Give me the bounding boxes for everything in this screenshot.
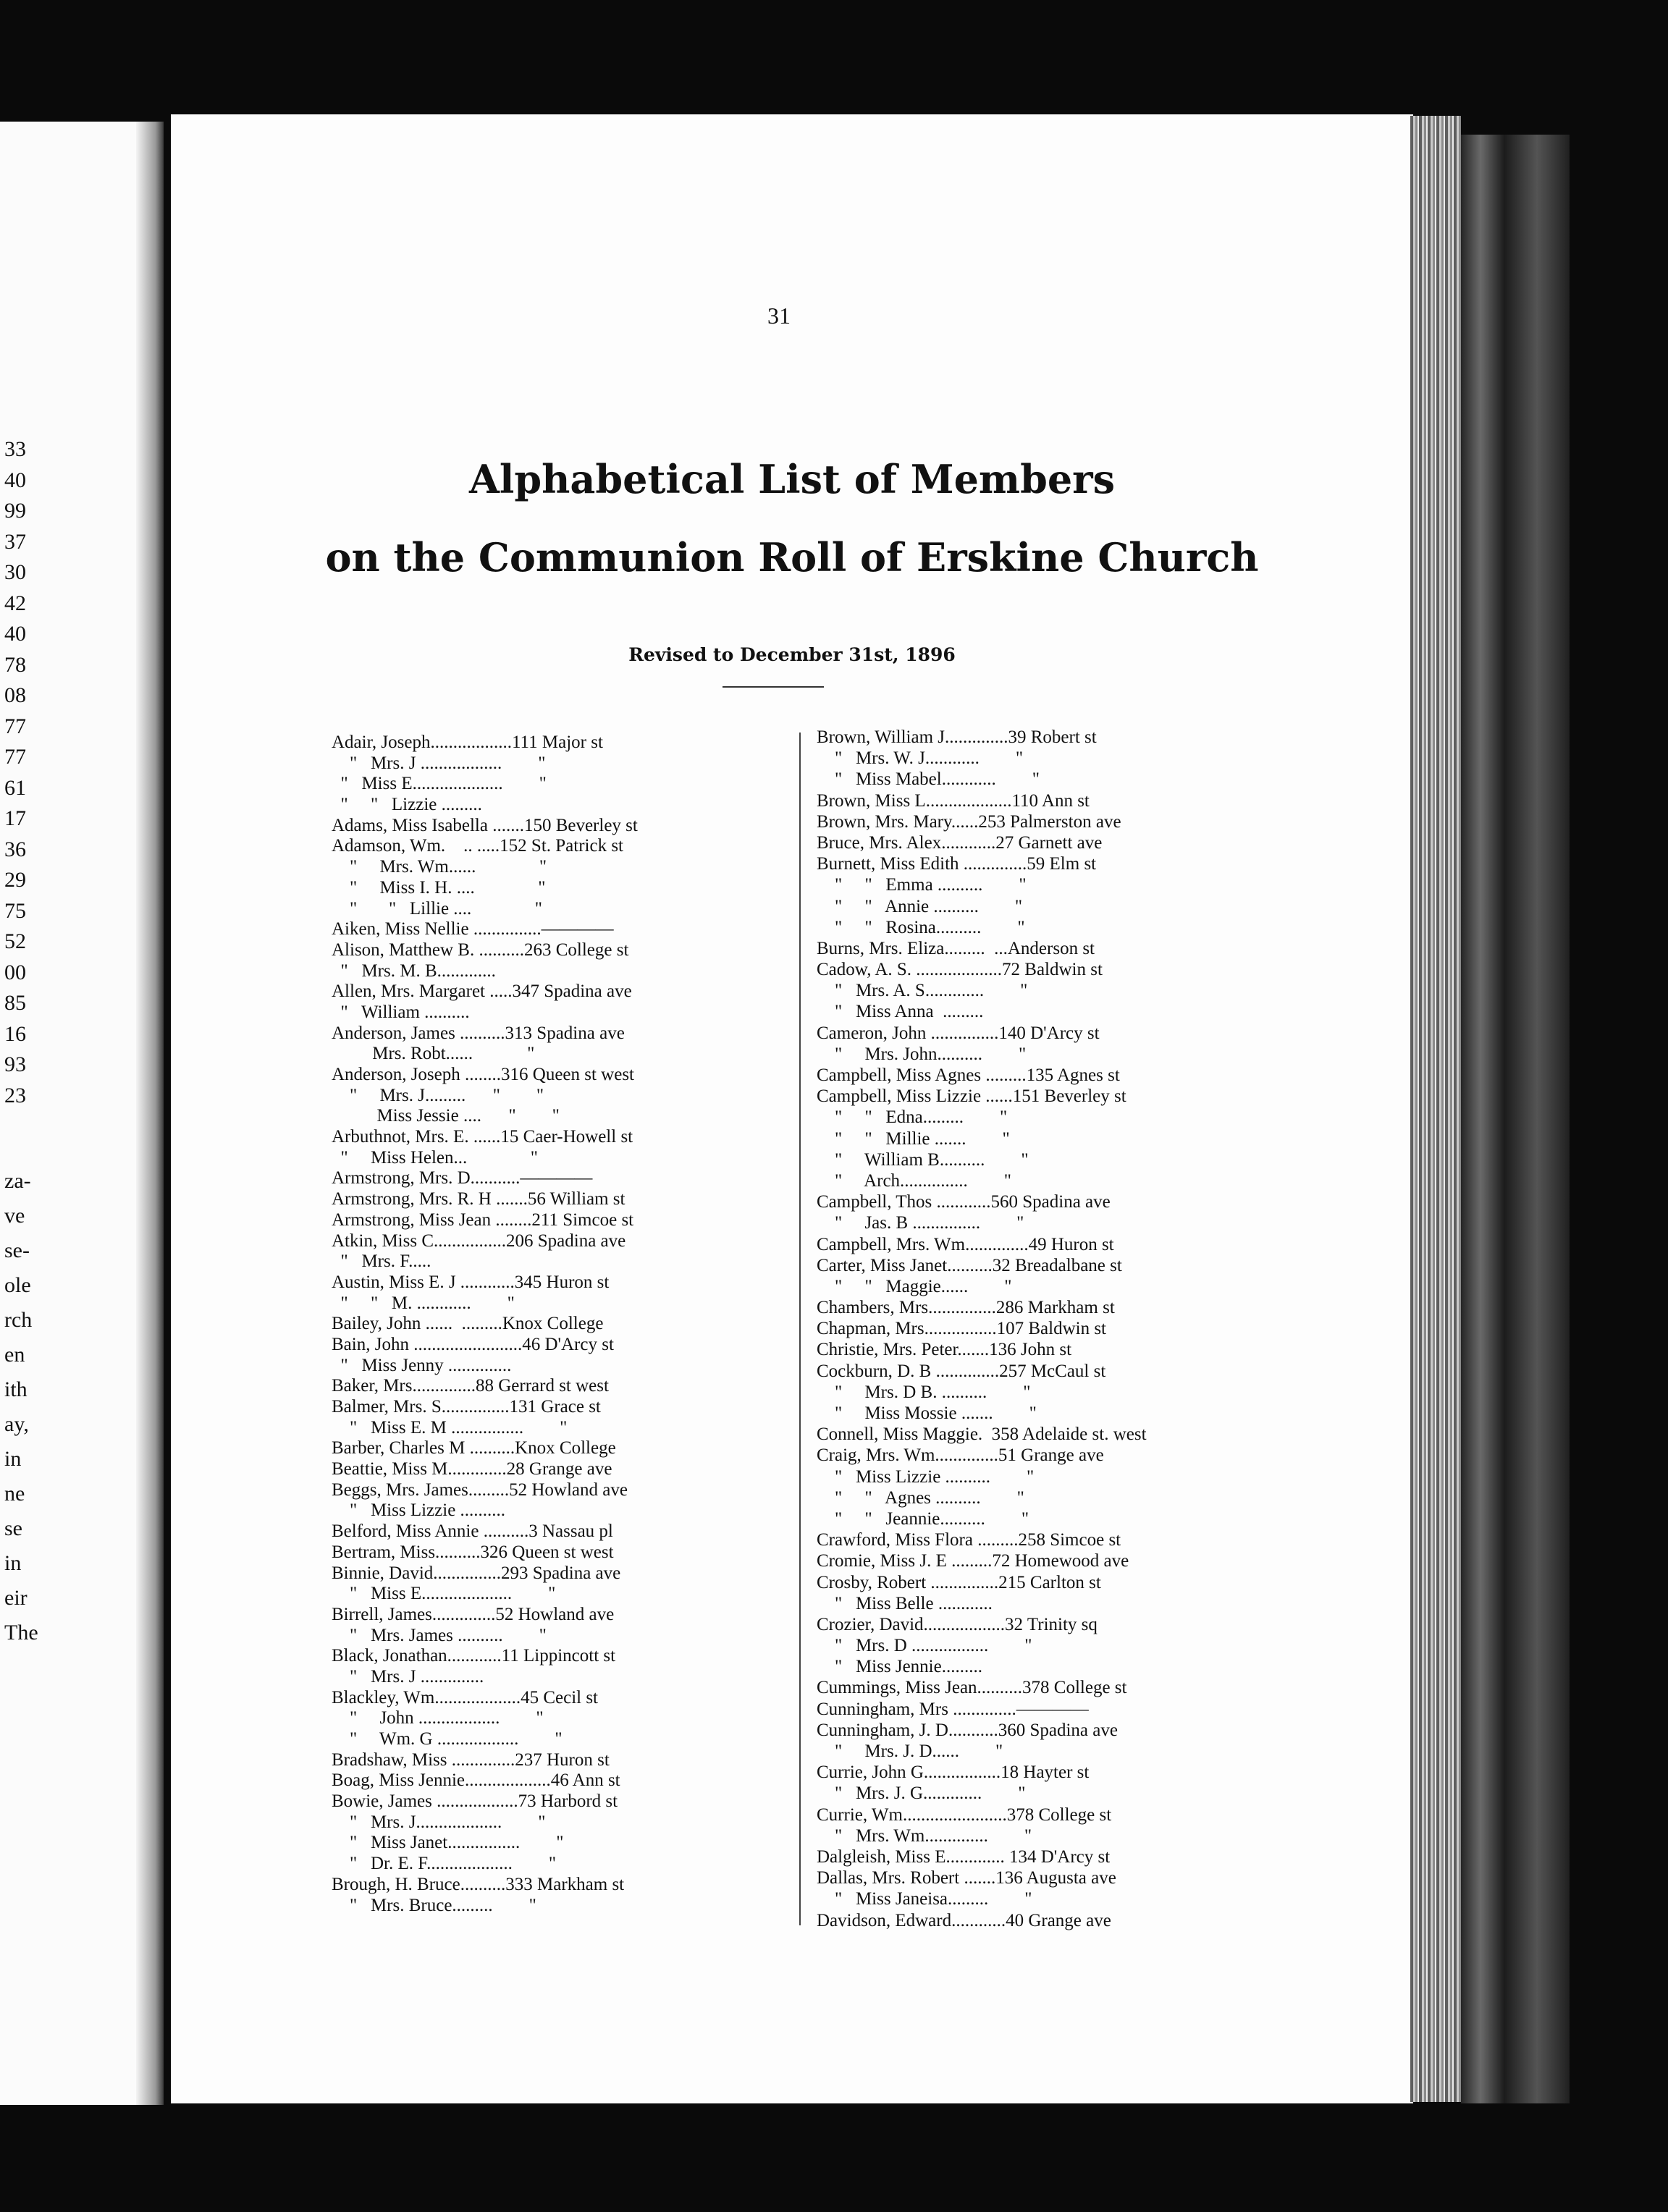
previous-page-fragment: ve	[4, 1204, 25, 1228]
member-entry: Dalgleish, Miss E............. 134 D'Arcy st	[817, 1846, 1111, 1867]
member-entry: " John .................. "	[332, 1708, 544, 1728]
member-entry: Birrell, James..............52 Howland ave	[332, 1604, 615, 1624]
member-entry: Brown, Miss L...................110 Ann st	[817, 790, 1090, 811]
member-entry: Cummings, Miss Jean..........378 College st	[817, 1678, 1127, 1698]
previous-page-fragment: eir	[4, 1586, 28, 1610]
previous-page-number: 85	[4, 991, 26, 1015]
previous-page-number: 23	[4, 1083, 26, 1107]
previous-page-fragment: in	[4, 1447, 22, 1471]
revision-subtitle: Revised to December 31st, 1896	[628, 644, 956, 665]
member-entry: Anderson, Joseph ........316 Queen st west	[332, 1065, 635, 1084]
member-entry: " " Edna......... "	[817, 1107, 1008, 1128]
previous-page-fragment: ne	[4, 1482, 25, 1506]
member-entry: Dallas, Mrs. Robert .......136 Augusta ave	[817, 1868, 1116, 1888]
member-entry: Crosby, Robert ...............215 Carlton st	[817, 1572, 1101, 1592]
member-entry: " " Emma .......... "	[817, 875, 1027, 895]
member-entry: " Jas. B ............... "	[817, 1213, 1024, 1233]
member-entry: Chapman, Mrs................107 Baldwin st	[817, 1319, 1106, 1339]
member-entry: Connell, Miss Maggie. 358 Adelaide st. west	[817, 1424, 1147, 1445]
member-entry: Adamson, Wm. .. .....152 St. Patrick st	[332, 836, 624, 856]
member-entry: Atkin, Miss C................206 Spadina ave	[332, 1230, 626, 1251]
previous-page-number: 99	[4, 499, 26, 523]
previous-page-text-fragments	[4, 1164, 38, 1650]
previous-page-fragment: in	[4, 1551, 22, 1575]
member-entry: Currie, John G.................18 Hayter st	[817, 1763, 1090, 1783]
member-entry: " Mrs. M. B.............	[332, 961, 496, 981]
member-entry: " Miss Janet................ "	[332, 1833, 564, 1853]
previous-page-number: 77	[4, 745, 26, 769]
member-entry: " " Jeannie.......... "	[817, 1508, 1029, 1529]
previous-page-number: 16	[4, 1021, 26, 1046]
member-entry: Bertram, Miss..........326 Queen st west	[332, 1542, 614, 1562]
member-entry: Brown, William J..............39 Robert st	[817, 727, 1097, 747]
member-entry: Cromie, Miss J. E .........72 Homewood ave	[817, 1551, 1129, 1571]
member-entry: " " Lillie .... "	[332, 898, 543, 919]
member-entry: " Miss E.................... "	[332, 1584, 556, 1604]
previous-page-number: 00	[4, 960, 26, 984]
member-entry: Black, Jonathan............11 Lippincott st	[332, 1646, 616, 1666]
previous-page-fragment: ole	[4, 1273, 31, 1297]
member-entry: " Miss Mossie ....... "	[817, 1403, 1037, 1423]
member-entry: Belford, Miss Annie ..........3 Nassau pl	[332, 1521, 613, 1542]
member-entry: " Arch............... "	[817, 1170, 1012, 1191]
member-entry: Balmer, Mrs. S...............131 Grace st	[332, 1397, 601, 1417]
title-rule	[723, 686, 824, 688]
member-entry: Cadow, A. S. ...................72 Baldwin st	[817, 960, 1103, 980]
member-entry: Craig, Mrs. Wm..............51 Grange ave	[817, 1445, 1104, 1466]
member-entry: Campbell, Miss Lizzie ......151 Beverley st	[817, 1086, 1126, 1107]
previous-page-fragment: ay,	[4, 1412, 29, 1436]
member-entry: Beggs, Mrs. James.........52 Howland ave	[332, 1479, 628, 1500]
previous-page-number: 40	[4, 468, 26, 492]
member-entry: Carter, Miss Janet..........32 Breadalbane st	[817, 1255, 1122, 1275]
column-divider	[799, 733, 801, 1925]
member-entry: " Mrs. J .................. "	[332, 753, 546, 773]
member-entry: Adams, Miss Isabella .......150 Beverley st	[332, 815, 638, 835]
member-entry: Campbell, Thos ............560 Spadina ave	[817, 1192, 1111, 1212]
previous-page-number: 78	[4, 652, 26, 677]
member-list-left-column	[332, 733, 780, 1916]
previous-page-fragment: se-	[4, 1238, 30, 1262]
book-spine	[1461, 135, 1570, 2103]
member-entry: Currie, Wm.......................378 College st	[817, 1804, 1112, 1825]
member-entry: " Miss E. M ................ "	[332, 1417, 568, 1438]
page-edges	[1410, 116, 1461, 2102]
member-entry: Armstrong, Miss Jean ........211 Simcoe st	[332, 1210, 634, 1230]
previous-page-number: 52	[4, 929, 26, 953]
member-entry: " Mrs. J ..............	[332, 1666, 484, 1687]
member-entry: Blackley, Wm...................45 Cecil st	[332, 1687, 599, 1707]
member-entry: Adair, Joseph..................111 Major st	[332, 733, 603, 752]
member-entry: Anderson, James ..........313 Spadina ave	[332, 1023, 625, 1043]
previous-page-fragment: za-	[4, 1169, 31, 1193]
previous-page-number: 29	[4, 868, 26, 892]
member-entry: " Miss Janeisa......... "	[817, 1889, 1032, 1909]
member-entry: Brough, H. Bruce..........333 Markham st	[332, 1874, 625, 1894]
previous-page-fragment: en	[4, 1343, 25, 1367]
member-entry: Armstrong, Mrs. R. H .......56 William st	[332, 1189, 626, 1210]
member-entry: Cockburn, D. B ..............257 McCaul st	[817, 1361, 1106, 1381]
previous-page-number: 77	[4, 714, 26, 738]
member-entry: " Mrs. Bruce......... "	[332, 1895, 536, 1915]
previous-page-gutter	[136, 122, 164, 2105]
page-title-line-1: Alphabetical List of Members	[468, 456, 1116, 502]
previous-page-number: 36	[4, 837, 26, 861]
member-entry: Barber, Charles M ..........Knox College	[332, 1438, 616, 1459]
member-entry: " William B.......... "	[817, 1149, 1029, 1170]
previous-page-number: 17	[4, 806, 26, 830]
member-entry: Aiken, Miss Nellie ...............————	[332, 919, 614, 940]
member-entry: Campbell, Miss Agnes .........135 Agnes st	[817, 1065, 1120, 1085]
previous-page-numbers	[4, 434, 26, 1111]
member-entry: Cunningham, Mrs ..............————	[817, 1699, 1089, 1719]
member-entry: " Miss Jenny ..............	[332, 1355, 512, 1375]
member-entry: Bailey, John ...... .........Knox College	[332, 1314, 604, 1334]
previous-page-number: 61	[4, 775, 26, 800]
member-entry: " Miss Jennie.........	[817, 1657, 982, 1677]
member-entry: " Miss Lizzie .......... "	[817, 1466, 1035, 1487]
previous-page-number: 33	[4, 437, 26, 461]
previous-page-number: 30	[4, 560, 26, 584]
member-entry: " Wm. G .................. "	[332, 1729, 563, 1749]
member-entry: " Mrs. D ................. "	[817, 1636, 1032, 1656]
member-entry: " " Lizzie .........	[332, 795, 482, 815]
member-entry: " Miss Mabel............ "	[817, 769, 1040, 790]
member-entry: Burnett, Miss Edith ..............59 Elm st	[817, 854, 1097, 874]
member-entry: " Mrs. F.....	[332, 1251, 431, 1272]
member-entry: " " Rosina.......... "	[817, 917, 1025, 937]
member-entry: Brown, Mrs. Mary......253 Palmerston ave	[817, 811, 1121, 832]
member-entry: Armstrong, Mrs. D...........————	[332, 1168, 593, 1189]
member-entry: " Mrs. James .......... "	[332, 1625, 547, 1645]
member-entry: Bradshaw, Miss ..............237 Huron st	[332, 1749, 610, 1770]
previous-page-fragment: ith	[4, 1377, 28, 1401]
previous-page-fragment: The	[4, 1621, 38, 1645]
member-entry: " " M. ............ "	[332, 1293, 515, 1313]
member-entry: Crozier, David..................32 Trinity sq	[817, 1614, 1098, 1634]
member-entry: " Mrs. J................... "	[332, 1812, 546, 1832]
member-entry: " Mrs. D B. .......... "	[817, 1382, 1031, 1402]
previous-page-number: 08	[4, 683, 26, 707]
previous-page-number: 42	[4, 591, 26, 615]
member-entry: " Mrs. John.......... "	[817, 1044, 1027, 1064]
member-entry: " Mrs. J. G............. "	[817, 1783, 1026, 1804]
member-entry: " Mrs. A. S............. "	[817, 981, 1028, 1001]
previous-page-fragment: se	[4, 1516, 22, 1540]
member-entry: Bain, John ........................46 D'Arcy st	[332, 1334, 614, 1354]
member-entry: " Mrs. W. J............ "	[817, 748, 1024, 769]
member-entry: " Miss Belle ............	[817, 1593, 993, 1613]
previous-page-fragment: rch	[4, 1308, 33, 1332]
member-entry: Davidson, Edward............40 Grange ave	[817, 1910, 1111, 1930]
member-entry: Chambers, Mrs...............286 Markham st	[817, 1298, 1115, 1318]
member-entry: Arbuthnot, Mrs. E. ......15 Caer-Howell st	[332, 1127, 633, 1147]
member-entry: " " Annie .......... "	[817, 896, 1023, 916]
member-entry: Austin, Miss E. J ............345 Huron st	[332, 1272, 610, 1292]
member-entry: Bruce, Mrs. Alex............27 Garnett ave	[817, 832, 1103, 853]
member-entry: " " Maggie...... "	[817, 1276, 1012, 1296]
member-entry: " " Millie ....... "	[817, 1128, 1010, 1149]
member-entry: " Mrs. Wm...... "	[332, 857, 547, 877]
member-entry: " Mrs. Wm.............. "	[817, 1825, 1032, 1846]
member-entry: " Miss Helen... "	[332, 1147, 538, 1168]
member-entry: " William ..........	[332, 1002, 470, 1022]
member-entry: Campbell, Mrs. Wm..............49 Huron st	[817, 1234, 1114, 1254]
member-entry: Christie, Mrs. Peter.......136 John st	[817, 1340, 1072, 1360]
previous-page-number: 37	[4, 529, 26, 554]
member-entry: Cunningham, J. D...........360 Spadina ave	[817, 1720, 1118, 1740]
member-entry: Beattie, Miss M.............28 Grange ave	[332, 1459, 612, 1479]
member-entry: " Miss I. H. .... "	[332, 877, 546, 898]
page-title-line-2: on the Communion Roll of Erskine Church	[325, 534, 1259, 581]
member-entry: Baker, Mrs..............88 Gerrard st west	[332, 1376, 609, 1396]
member-entry: Burns, Mrs. Eliza......... ...Anderson st	[817, 938, 1095, 958]
member-entry: Bowie, James ..................73 Harbord st	[332, 1791, 618, 1812]
member-entry: Mrs. Robt...... "	[332, 1044, 535, 1064]
member-entry: " " Agnes .......... "	[817, 1487, 1024, 1508]
member-entry: " Miss Lizzie ..........	[332, 1500, 506, 1521]
member-entry: Crawford, Miss Flora .........258 Simcoe st	[817, 1530, 1121, 1550]
member-entry: Boag, Miss Jennie...................46 Ann st	[332, 1770, 620, 1791]
member-entry: Cameron, John ...............140 D'Arcy st	[817, 1023, 1100, 1043]
member-entry: " Dr. E. F................... "	[332, 1854, 557, 1874]
member-list-right-column	[817, 727, 1265, 1931]
member-entry: " Miss Anna .........	[817, 1002, 984, 1022]
member-entry: Miss Jessie .... " "	[332, 1106, 560, 1126]
page-number: 31	[767, 303, 791, 329]
member-entry: Alison, Matthew B. ..........263 College st	[332, 940, 629, 960]
member-entry: " Mrs. J......... " "	[332, 1085, 544, 1105]
previous-page-number: 40	[4, 622, 26, 646]
member-entry: Allen, Mrs. Margaret .....347 Spadina ave	[332, 982, 632, 1002]
member-entry: Binnie, David...............293 Spadina ave	[332, 1563, 621, 1583]
previous-page-number: 75	[4, 898, 26, 923]
member-entry: " Mrs. J. D...... "	[817, 1742, 1003, 1761]
member-entry: " Miss E.................... "	[332, 774, 547, 794]
previous-page-number: 93	[4, 1052, 26, 1076]
